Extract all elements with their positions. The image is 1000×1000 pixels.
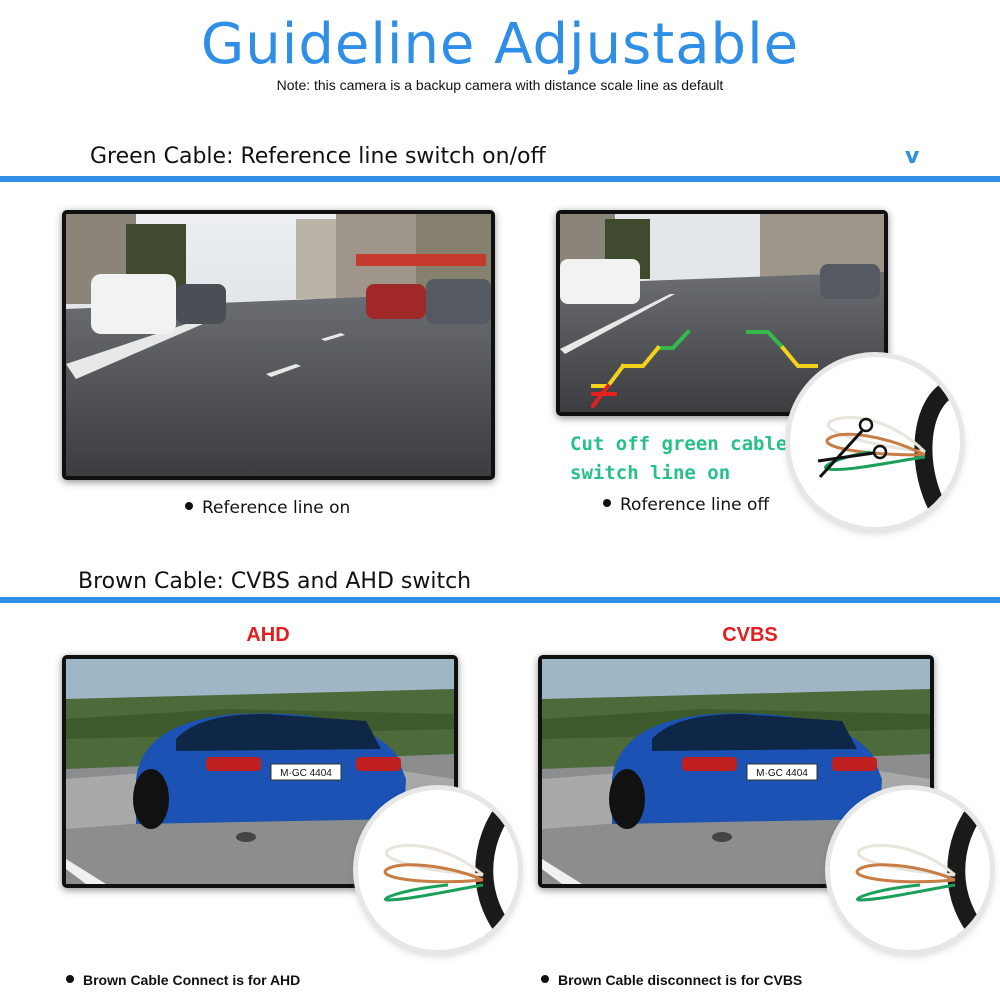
wire-closeup-image: [790, 357, 960, 527]
license-plate-text: M·GC 4404: [756, 768, 808, 779]
cvbs-caption: Brown Cable disconnect is for CVBS: [541, 972, 802, 988]
wire-disconnected-image: [830, 790, 990, 950]
license-plate-text: M·GC 4404: [280, 768, 332, 779]
bullet-dot-icon: [603, 499, 611, 507]
ahd-caption: Brown Cable Connect is for AHD: [66, 972, 300, 988]
reference-off-caption: Roference line off: [603, 495, 769, 515]
reference-on-caption: Reference line on: [185, 498, 350, 518]
bullet-dot-icon: [185, 502, 193, 510]
bullet-dot-icon: [66, 975, 74, 983]
wire-connected-closeup: [358, 790, 518, 950]
page-note: Note: this camera is a backup camera with distance scale line as default: [276, 77, 724, 93]
page-title: Guideline Adjustable: [200, 12, 800, 77]
wire-connected-image: [358, 790, 518, 950]
section-divider: [0, 176, 1000, 182]
section-divider: [0, 597, 1000, 603]
green-cable-heading: Green Cable: Reference line switch on/off: [90, 144, 546, 169]
wire-disconnected-closeup: [830, 790, 990, 950]
camera-view-reference-on: [62, 210, 495, 480]
cut-green-cable-callout: Cut off green cable switch line on: [570, 433, 788, 484]
chevron-down-icon[interactable]: v: [905, 144, 920, 169]
bullet-dot-icon: [541, 975, 549, 983]
brown-cable-heading: Brown Cable: CVBS and AHD switch: [78, 569, 472, 594]
cut-wire-closeup: [790, 357, 960, 527]
cvbs-label: CVBS: [722, 624, 778, 646]
street-scene-image: [66, 214, 491, 476]
ahd-label: AHD: [246, 624, 290, 646]
